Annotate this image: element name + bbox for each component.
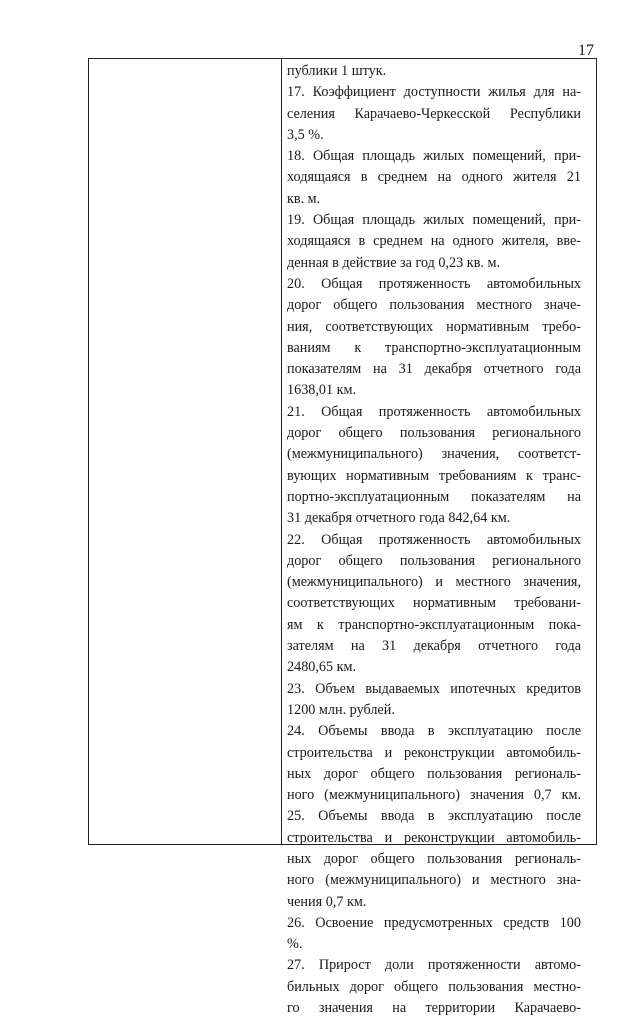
- text-line: 24. Объемы ввода в эксплуатацию после: [287, 723, 581, 740]
- text-line: показателям на 31 декабря отчетного года: [287, 361, 581, 378]
- text-line: соответствующих нормативным требовани-: [287, 595, 581, 612]
- text-line: ных дорог общего пользования региональ-: [287, 850, 581, 867]
- column-divider: [281, 59, 282, 844]
- text-line: дорог общего пользования регионального: [287, 425, 581, 442]
- text-line: зателям на 31 декабря отчетного года: [287, 638, 581, 655]
- text-line: (межмуниципального) и местного значения,: [287, 574, 581, 591]
- text-line: строительства и реконструкции автомобиль-: [287, 829, 581, 846]
- text-line: ного (межмуниципального) и местного зна-: [287, 872, 581, 889]
- text-line: ных дорог общего пользования региональ-: [287, 765, 581, 782]
- text-line: 25. Объемы ввода в эксплуатацию после: [287, 808, 581, 825]
- text-line: 18. Общая площадь жилых помещений, при-: [287, 148, 581, 165]
- text-line: кв. м.: [287, 190, 321, 207]
- text-line: 3,5 %.: [287, 126, 324, 143]
- text-line: портно-эксплуатационным показателям на: [287, 488, 581, 505]
- text-line: 19. Общая площадь жилых помещений, при-: [287, 212, 581, 229]
- text-line: ходящаяся в среднем на одного жителя, вве-: [287, 233, 581, 250]
- text-line: 20. Общая протяженность автомобильных: [287, 275, 581, 292]
- text-line: дорог общего пользования местного значе-: [287, 297, 581, 314]
- text-line: 21. Общая протяженность автомобильных: [287, 403, 581, 420]
- text-line: селения Карачаево-Черкесской Республики: [287, 105, 581, 122]
- text-line: ваниям к транспортно-эксплуатационным: [287, 339, 581, 356]
- text-line: 31 декабря отчетного года 842,64 км.: [287, 510, 511, 527]
- document-table: [88, 58, 597, 1017]
- text-line: вующих нормативным требованиям к транс-: [287, 467, 581, 484]
- text-line: 27. Прирост доли протяженности автомо-: [287, 957, 581, 974]
- text-line: чения 0,7 км.: [287, 893, 367, 910]
- text-line: 2480,65 км.: [287, 659, 357, 676]
- text-line: (межмуниципального) значения, соответст-: [287, 446, 581, 463]
- text-line: ходящаяся в среднем на одного жителя 21: [287, 169, 581, 186]
- text-line: дорог общего пользования регионального: [287, 552, 581, 569]
- text-line: 26. Освоение предусмотренных средств 100: [287, 914, 581, 931]
- right-cell-text: [287, 61, 581, 1019]
- text-line: ного (межмуниципального) значения 0,7 км.: [287, 787, 581, 804]
- text-line: 17. Коэффициент доступности жилья для на-: [287, 84, 581, 101]
- text-line: 1638,01 км.: [287, 382, 357, 399]
- text-line: публики 1 штук.: [287, 63, 387, 79]
- page-number: 17: [578, 42, 594, 59]
- text-line: 23. Объем выдаваемых ипотечных кредитов: [287, 680, 581, 697]
- text-line: бильных дорог общего пользования местно-: [287, 978, 581, 995]
- text-line: ния, соответствующих нормативным требо-: [287, 318, 581, 335]
- text-line: 22. Общая протяженность автомобильных: [287, 531, 581, 548]
- text-line: ям к транспортно-эксплуатационным пока-: [287, 616, 581, 633]
- text-line: 1200 млн. рублей.: [287, 701, 395, 718]
- text-line: го значения на территории Карачаево-: [287, 1000, 581, 1017]
- text-line: %.: [287, 936, 303, 953]
- text-line: строительства и реконструкции автомобиль-: [287, 744, 581, 761]
- text-line: денная в действие за год 0,23 кв. м.: [287, 254, 501, 271]
